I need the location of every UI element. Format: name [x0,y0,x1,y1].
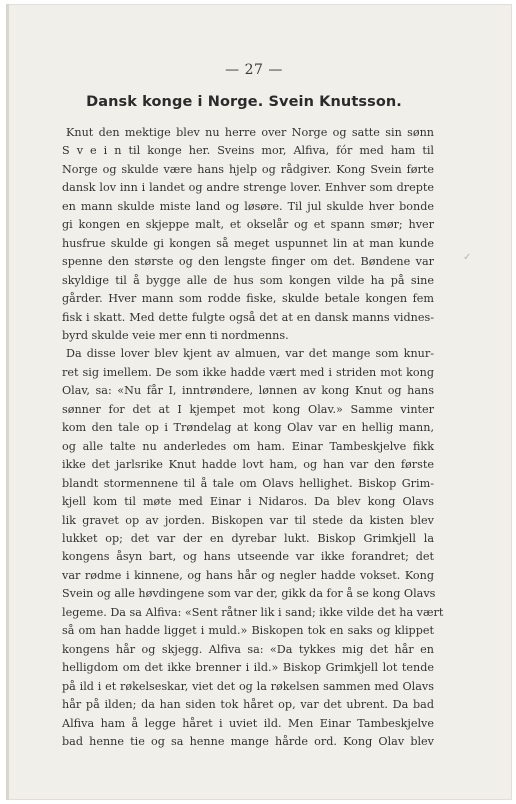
text-line: Alfiva ham å legge håret i uviet ild. Men Einar Tambeskjelve [62,716,434,730]
page-number: — 27 — [225,62,283,78]
text-line: ikke det jarlsrike Knut hadde lovt ham, og han var den første [62,458,434,472]
text-line: spenne den største og den lengste finger om det. Bøndene var [62,255,434,269]
text-line: S v e i n til konge her. Sveins mor, Alfiva, fór med ham til [62,144,434,158]
text-line: lukket op; det var der en dyrebar lukt. Biskop Grimkjell la [62,531,434,545]
text-line: bad henne tie og sa henne mange hårde ord. Kong Olav blev [62,734,434,748]
text-line: byrd skulde veie mer enn ti nordmenns. [62,328,289,342]
text-line: gårder. Hver mann som rodde fiske, skulde betale kongen fem [62,292,434,306]
text-line: husfrue skulde gi kongen så meget uspunnet lin at man kunde [62,236,434,250]
paragraph-1 [62,124,434,345]
pencil-checkmark-icon: ✓ [463,252,472,263]
text-line: Norge og skulde være hans hjelp og rådgiver. Kong Svein førte [62,162,434,176]
text-line: på ild i et røkelseskar, viet det og la røkelsen sammen med Olavs [62,679,434,693]
text-line: kongens hår og skjegg. Alfiva sa: «Da tykkes mig det hår en [62,642,434,656]
text-line: kongens åsyn bart, og hans utseende var ikke forandret; det [62,550,434,564]
chapter-title: Dansk konge i Norge. Svein Knutsson. [86,94,402,110]
text-line: og alle talte nu anderledes om ham. Einar Tambeskjelve fikk [62,439,434,453]
text-line: en mann skulde miste land og løsøre. Til jul skulde hver bonde [62,199,434,213]
text-line: kjell kom til møte med Einar i Nidaros. Da blev kong Olavs [62,495,434,509]
text-line: Olav, sa: «Nu får I, inntrøndere, lønnen av kong Knut og hans [62,384,434,398]
text-line: legeme. Da sa Alfiva: «Sent råtner lik i sand; ikke vilde det ha vært [62,605,444,619]
text-line: sønner for det at I kjempet mot kong Olav.» Samme vinter [62,402,434,416]
text-line: kom den tale op i Trøndelag at kong Olav var en hellig mann, [62,421,434,435]
text-line: blandt stormennene til å tale om Olavs hellighet. Biskop Grim- [62,476,434,490]
text-line: helligdom om det ikke brenner i ild.» Biskop Grimkjell lot tende [62,661,434,675]
text-line: dansk lov inn i landet og andre strenge lover. Enhver som drepte [62,181,434,195]
book-page [6,4,512,800]
text-line: så om han hadde ligget i muld.» Biskopen tok en saks og klippet [62,624,434,638]
text-line: gi kongen en skjeppe malt, et okselår og et spann smør; hver [62,218,434,232]
text-line: lik gravet op av jorden. Biskopen var til stede da kisten blev [62,513,434,527]
text-line: ret sig imellem. De som ikke hadde vært med i striden mot kong [62,365,434,379]
text-line: var rødme i kinnene, og hans hår og negler hadde vokset. Kong [62,568,434,582]
paragraph-2 [62,345,444,751]
text-line: hår på ilden; da han siden tok håret op, var det ubrent. Da bad [62,698,434,712]
text-line: skyldige til å bygge alle de hus som kongen vilde ha på sine [62,273,434,287]
text-line: Svein og alle høvdingene som var der, gikk da for å se kong Olavs [62,587,436,601]
text-line: Knut den mektige blev nu herre over Norge og satte sin sønn [66,126,434,139]
body-text [62,124,444,751]
text-line: fisk i skatt. Med dette fulgte også det at en dansk manns vidnes- [62,310,434,324]
text-line: Da disse lover blev kjent av almuen, var det mange som knur- [66,347,434,361]
